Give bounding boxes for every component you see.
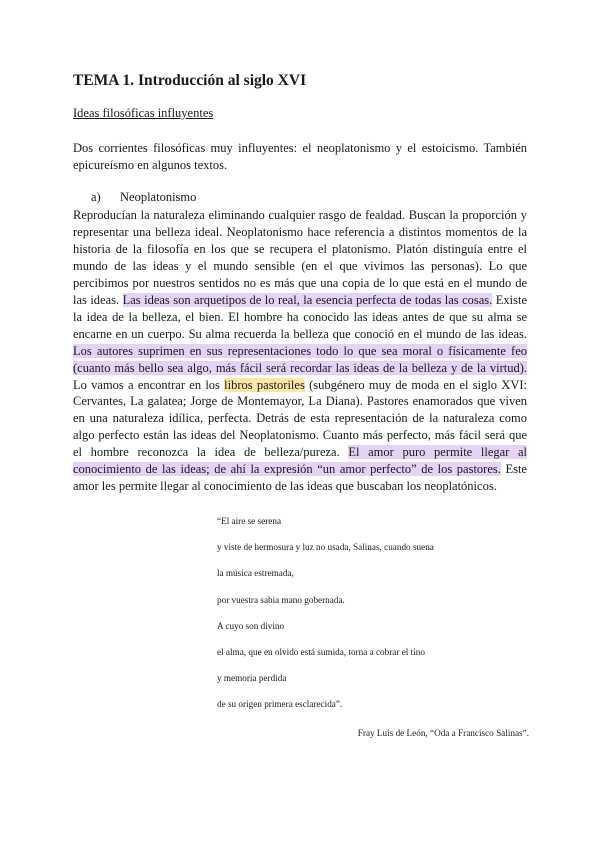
poem-line: de su origen primera esclarecida”. [217, 699, 343, 710]
poem-line: y memoria perdida [217, 673, 287, 684]
poem-quote [217, 516, 434, 726]
section-title: Ideas filosóficas influyentes [73, 106, 214, 120]
poem-line: A cuyo son divino [217, 620, 285, 631]
paragraph-text: Reproducían la naturaleza eliminando cualquier rasgo de fealdad. Buscan la proporción y representar una belleza ideal. Neoplatonismo hace referencia a distintos momentos de la historia de la filosofía en los que se recupera el platonismo. Platón distinguía entre el mundo de las ideas y el mundo sensible (en el que vivimos las personas). Lo que percibimos por nuestros sentidos no es más que una copia de lo que está en el mundo de las ideas. [73, 208, 527, 307]
subsection-heading [91, 190, 196, 205]
paragraph-text: Existe la idea de la belleza, el bien. El hombre ha conocido las ideas antes de que su alma se encarne en un cuerpo. Su alma recuerda la belleza que conoció en el mundo de las ideas. [73, 292, 527, 341]
highlighted-text: Las ideas son arquetipos de lo real, la esencia perfecta de todas las cosas. [122, 292, 493, 307]
intro-paragraph: Dos corrientes filosóficas muy influyentes: el neoplatonismo y el estoicismo. También epicureísmo en algunos textos. [73, 141, 527, 172]
poem-line: por vuestra sabia mano gobernada. [217, 594, 345, 605]
subsection-label: Neoplatonismo [120, 190, 197, 204]
paragraph-text: (subgénero muy de moda en el siglo XVI: Cervantes, La galatea; Jorge de Montemayor, La Diana). Pastores enamorados que viven en una naturaleza idílica, perfecta. Detrás de esta representación de la naturaleza como algo perfecto están las ideas del Neoplatonismo. Cuanto más perfecto, más fácil será que el hombre reconozca la idea de belleza/pureza. [73, 377, 527, 460]
highlighted-text: Los autores suprimen en sus representaciones todo lo que sea moral o físicamente feo (cuanto más bello sea algo, más fácil será recordar las ideas de la belleza y de la virtud). [73, 343, 527, 375]
poem-line: y viste de hermosura y luz no usada, Salinas, cuando suena [217, 542, 434, 553]
poem-line: el alma, que en olvido está sumida, torna a cobrar el tino [217, 646, 425, 657]
poem-line: “El aire se serena [217, 516, 282, 526]
highlighted-text: libros pastoriles [224, 377, 305, 392]
highlighted-text: El amor puro permite llegar al conocimiento de las ideas; de ahí la expresión “un amor perfecto” de los pastores. [73, 445, 528, 477]
paragraph-text: Este amor les permite llegar al conocimiento de las ideas que buscaban los neoplatónicos. [73, 462, 527, 494]
poem-attribution: Fray Luis de León, “Oda a Francisco Salinas”. [357, 728, 529, 738]
list-marker: a) [91, 190, 101, 204]
paragraph-text: Lo vamos a encontrar en los [73, 377, 225, 392]
page-title: TEMA 1. Introducción al siglo XVI [73, 72, 307, 89]
body-paragraph [73, 207, 527, 495]
poem-line: la música estremada, [217, 568, 294, 579]
